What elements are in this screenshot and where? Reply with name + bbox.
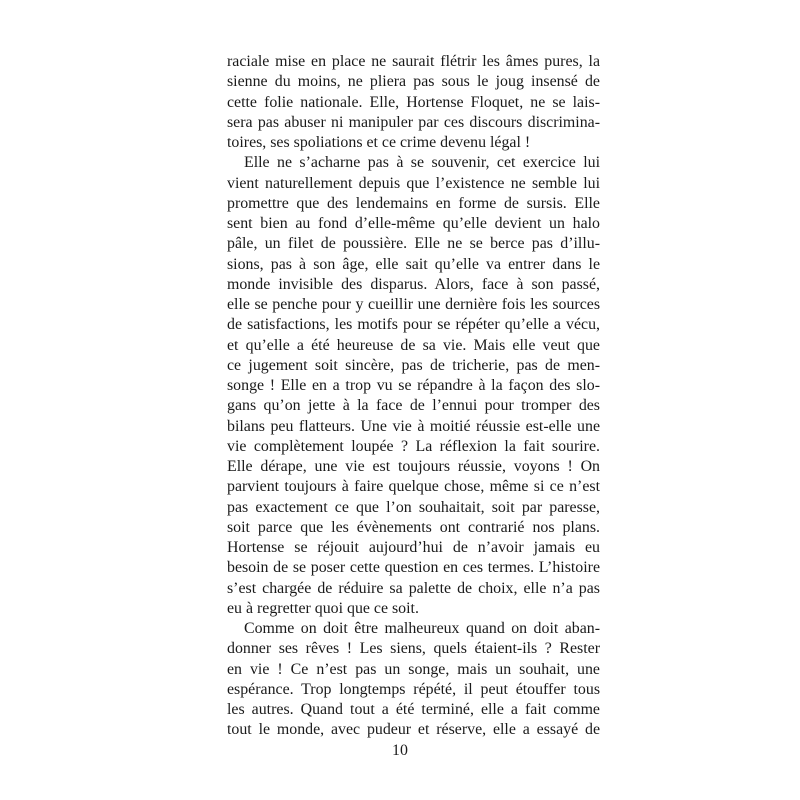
text-line: et qu’elle a été heureuse de sa vie. Mais elle veut que [227, 336, 600, 354]
text-line: Comme on doit être malheureux quand on doit aban- [244, 620, 600, 637]
text-line: espérance. Trop longtemps répété, il peut étouffer tous [227, 680, 600, 698]
text-line: soit parce que les évènements ont contrarié nos plans. [227, 518, 600, 536]
text-line: vient naturellement depuis que l’existence ne semble lui [227, 174, 600, 192]
text-line: Elle dérape, une vie est toujours réussie, voyons ! On [227, 458, 600, 475]
text-line: parvient toujours à faire quelque chose, même si ce n’est [227, 478, 600, 496]
text-line: ce jugement soit sincère, pas de tricherie, pas de men- [227, 356, 600, 374]
text-line: cette folie nationale. Elle, Hortense Floquet, ne se lais- [227, 93, 600, 111]
text-line: monde invisible des disparus. Alors, face à son passé, [227, 275, 600, 293]
text-line: pâle, un filet de poussière. Elle ne se berce pas d’illu- [227, 235, 600, 253]
text-line: sent bien au fond d’elle-même qu’elle devient un halo [227, 215, 600, 232]
text-line: promettre que des lendemains en forme de sursis. Elle [227, 194, 600, 212]
page-number: 10 [392, 742, 408, 759]
text-line: donner ses rêves ! Les siens, quels étaient-ils ? Rester [227, 640, 600, 658]
text-line: de satisfactions, les motifs pour se répéter qu’elle a vécu, [227, 316, 600, 334]
body-text [227, 52, 600, 741]
text-line: toires, ses spoliations et ce crime devenu légal ! [227, 134, 531, 151]
text-line: s’est chargée de réduire sa palette de choix, elle n’a pas [227, 579, 600, 597]
text-line: Elle ne s’acharne pas à se souvenir, cet exercice lui [244, 154, 600, 172]
text-line: Hortense se réjouit aujourd’hui de n’avoir jamais eu [227, 539, 600, 556]
text-line: tout le monde, avec pudeur et réserve, elle a essayé de [227, 721, 600, 739]
text-line: elle se penche pour y cueillir une dernière fois les sources [227, 296, 600, 313]
text-line: songe ! Elle en a trop vu se répandre à la façon des slo- [227, 377, 600, 394]
text-line: sera pas abuser ni manipuler par ces discours discrimina- [227, 113, 600, 131]
text-line: eu à regretter quoi que ce soit. [227, 599, 419, 617]
text-line: raciale mise en place ne saurait flétrir les âmes pures, la [227, 53, 600, 70]
text-line: besoin de se poser cette question en ces termes. L’histoire [227, 559, 600, 577]
text-line: les autres. Quand tout a été terminé, elle a fait comme [227, 701, 600, 718]
text-line: pas exactement ce que l’on souhaitait, soit par paresse, [227, 498, 600, 516]
text-line: sions, pas à son âge, elle sait qu’elle va entrer dans le [227, 255, 600, 273]
text-line: sienne du moins, ne pliera pas sous le joug insensé de [227, 73, 600, 91]
text-line: bilans peu flatteurs. Une vie à moitié réussie est-elle une [227, 417, 600, 435]
text-line: en vie ! Ce n’est pas un songe, mais un souhait, une [227, 660, 600, 678]
text-line: vie complètement loupée ? La réflexion la fait sourire. [227, 437, 600, 455]
text-line: gans qu’on jette à la face de l’ennui pour tromper des [227, 397, 600, 415]
